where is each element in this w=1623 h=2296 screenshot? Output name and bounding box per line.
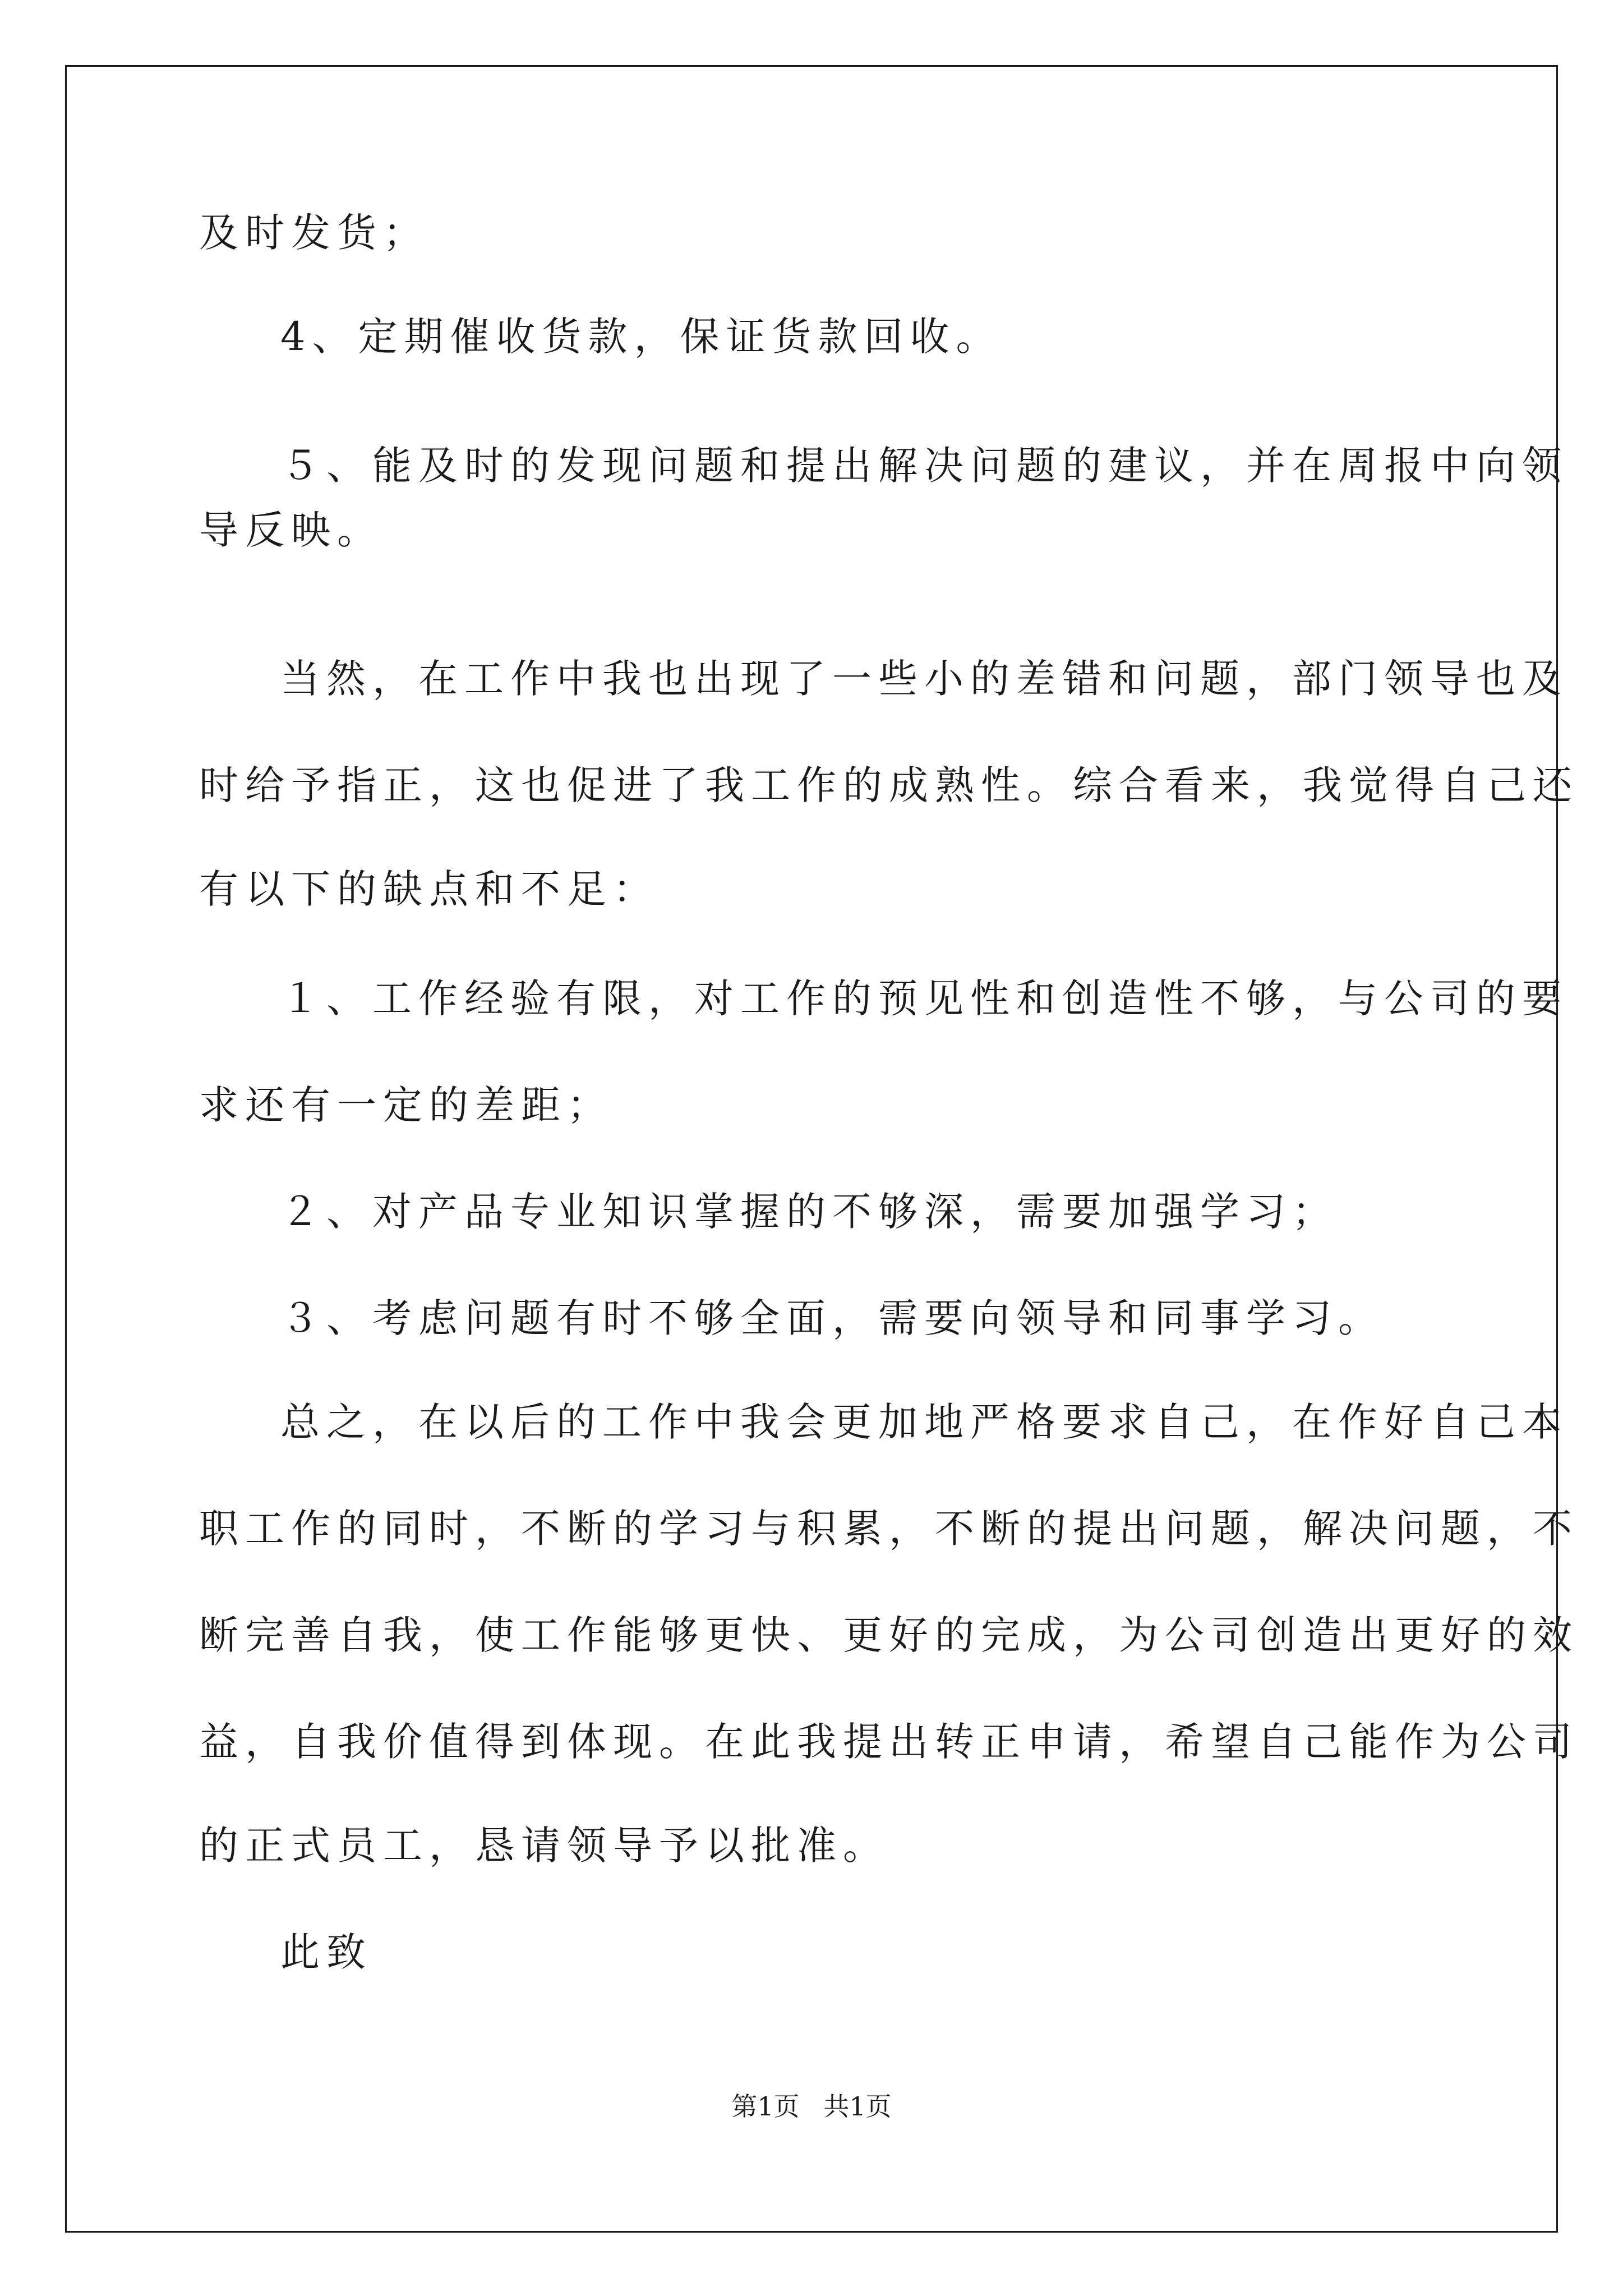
text-line-13: 职工作的同时，不断的学习与积累，不断的提出问题，解决问题，不 — [199, 1506, 1579, 1552]
page-border — [65, 65, 1558, 2233]
text-line-1: 及时发货； — [199, 210, 429, 256]
text-line-11: ３、考虑问题有时不够全面，需要向领导和同事学习。 — [280, 1295, 1384, 1341]
text-line-10: ２、对产品专业知识掌握的不够深，需要加强学习； — [280, 1189, 1338, 1235]
text-line-17: 此致 — [280, 1929, 372, 1975]
text-line-16: 的正式员工，恳请领导予以批准。 — [199, 1823, 889, 1869]
page-footer — [0, 2090, 1623, 2123]
text-line-4: 导反映。 — [199, 507, 383, 553]
text-line-7: 有以下的缺点和不足： — [199, 866, 659, 912]
text-line-5: 当然，在工作中我也出现了一些小的差错和问题，部门领导也及 — [280, 656, 1568, 702]
text-line-6: 时给予指正，这也促进了我工作的成熟性。综合看来，我觉得自己还 — [199, 762, 1579, 808]
text-line-14: 断完善自我，使工作能够更快、更好的完成，为公司创造出更好的效 — [199, 1612, 1579, 1658]
text-line-15: 益，自我价值得到体现。在此我提出转正申请，希望自己能作为公司 — [199, 1719, 1579, 1765]
text-line-9: 求还有一定的差距； — [199, 1082, 613, 1128]
text-line-8: １、工作经验有限，对工作的预见性和创造性不够，与公司的要 — [280, 976, 1568, 1022]
text-line-12: 总之，在以后的工作中我会更加地严格要求自己，在作好自己本 — [280, 1399, 1568, 1445]
page-number: 第1页 — [731, 2091, 800, 2122]
text-line-3: ５、能及时的发现问题和提出解决问题的建议，并在周报中向领 — [280, 443, 1568, 489]
text-line-2: 4、定期催收货款，保证货款回收。 — [280, 314, 1002, 360]
page-total: 共1页 — [823, 2091, 892, 2122]
